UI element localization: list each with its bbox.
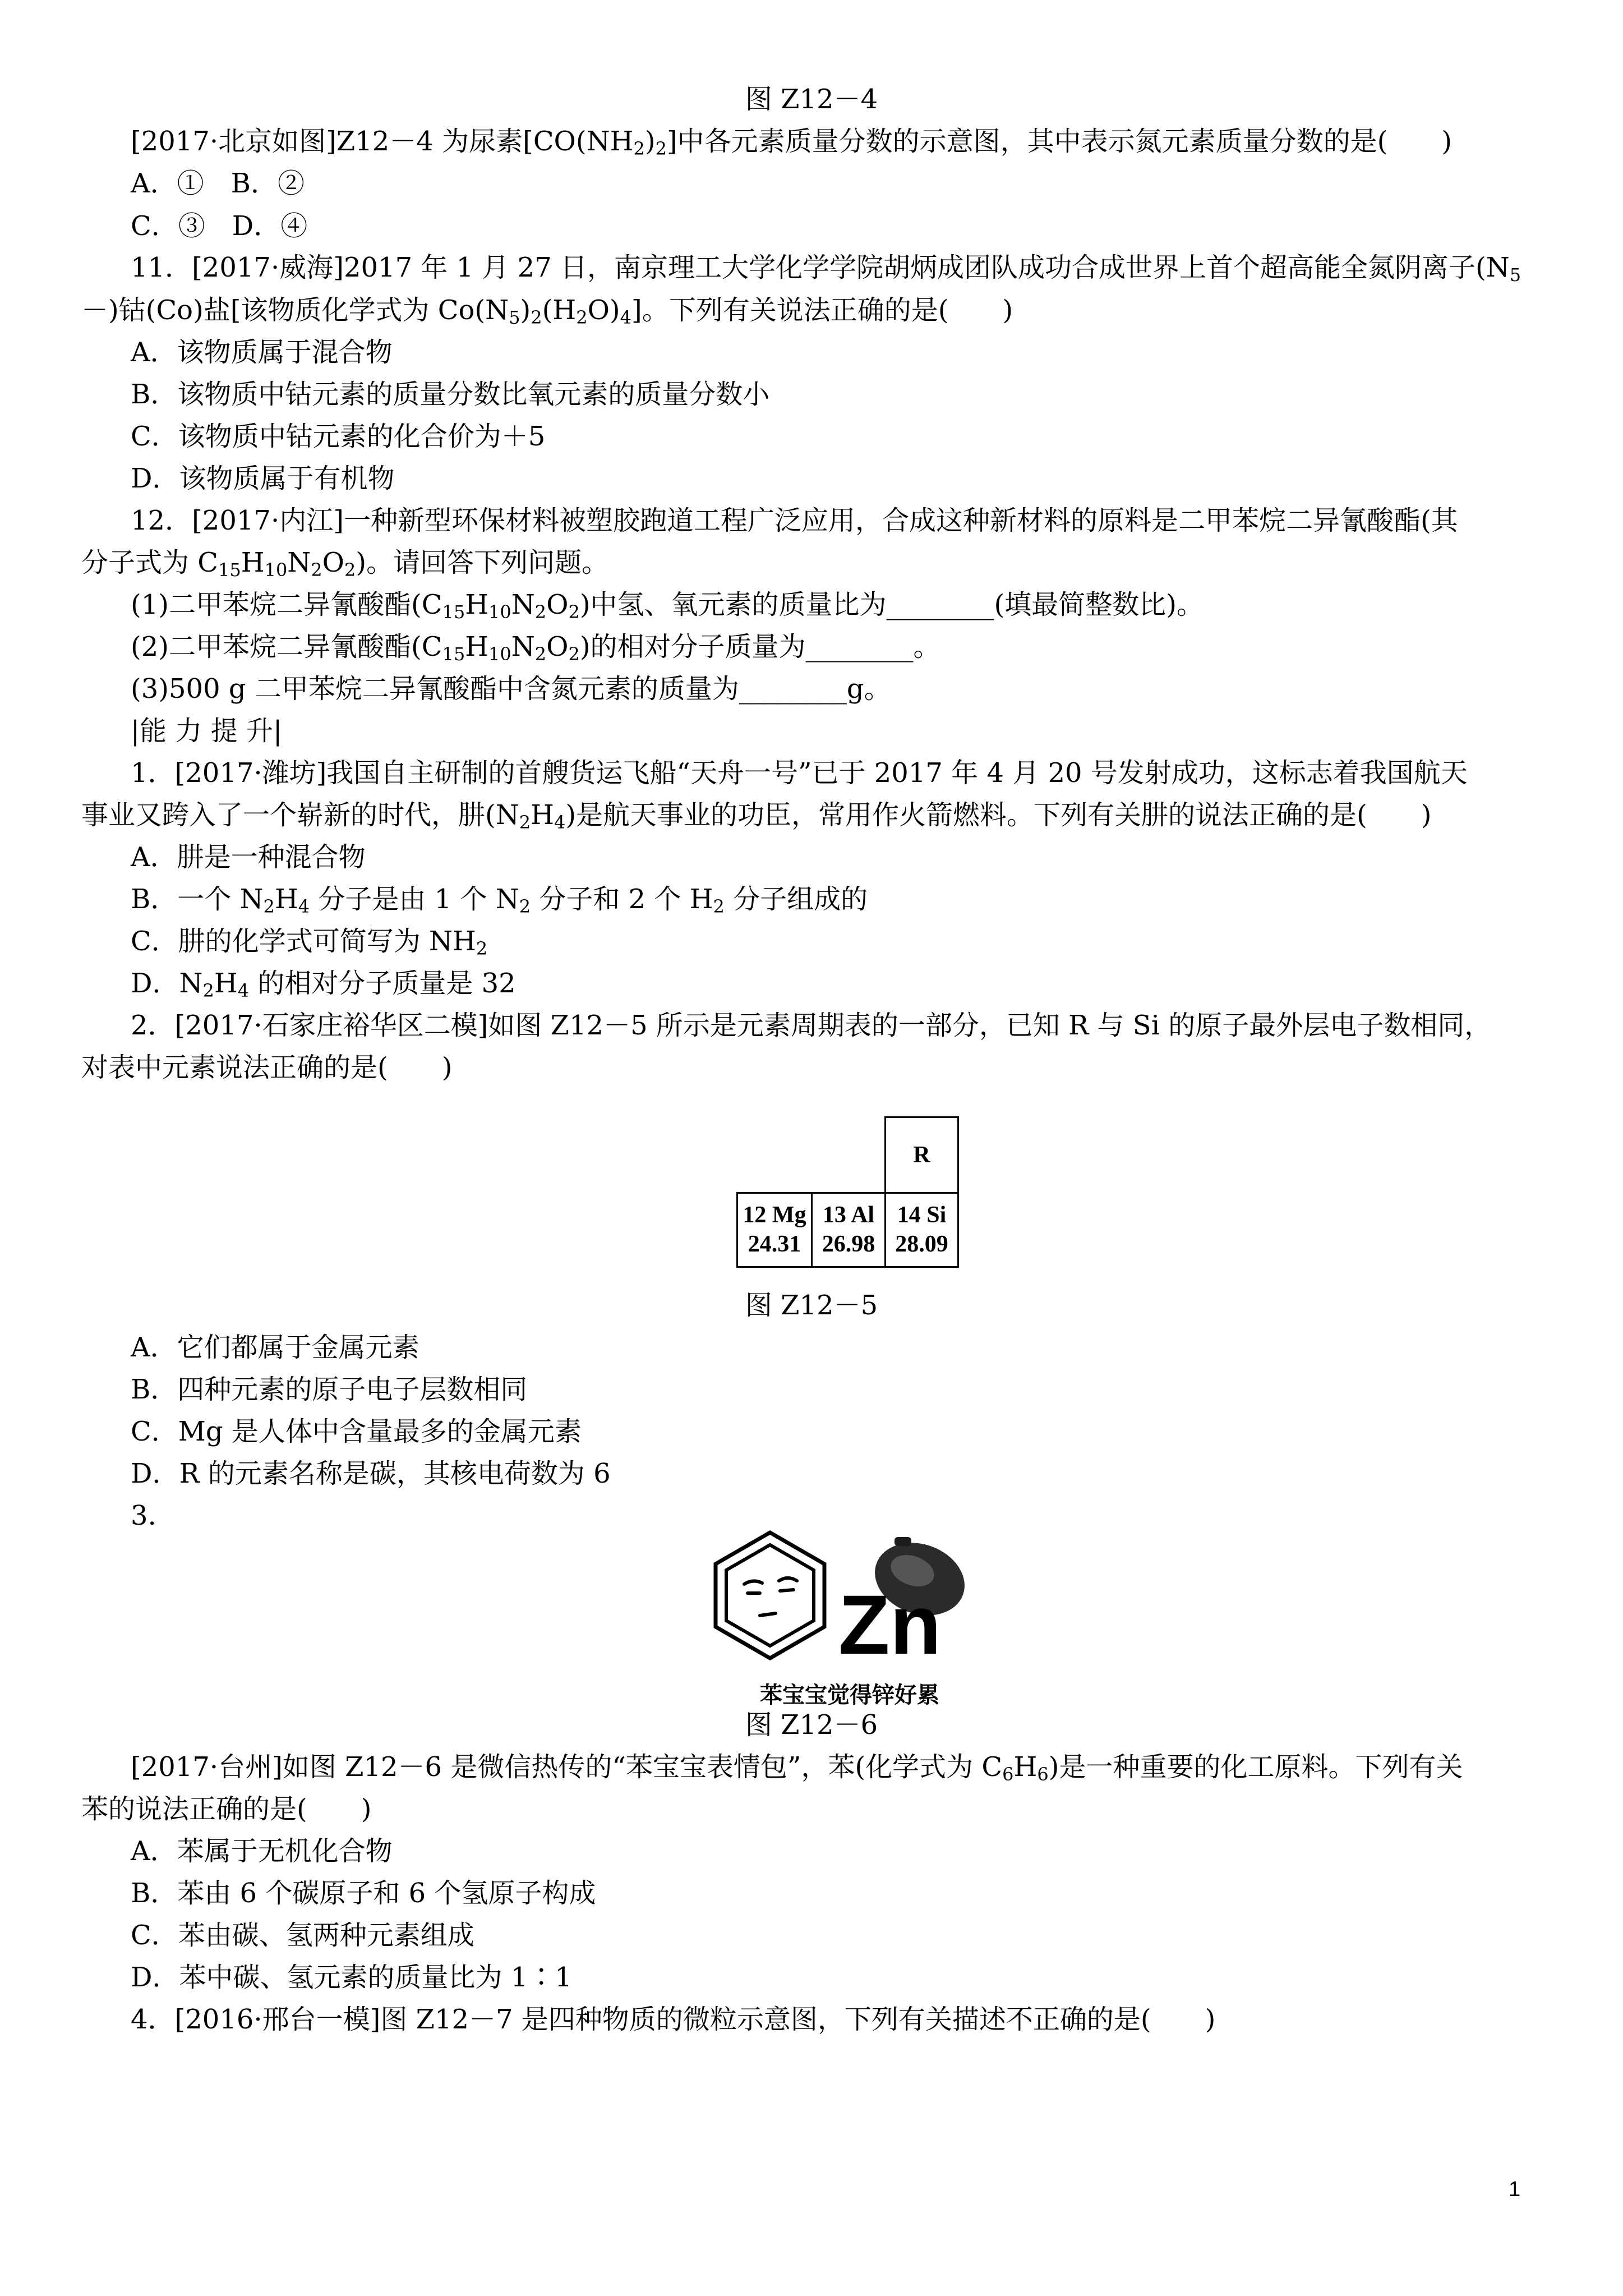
benzene-meme-image [704,1526,995,1677]
q10-options-cd: C．③ D．④ [131,210,308,242]
p1-option-b: B．一个 $N_2H_4$ 分子是由 1 个 $N_2$ 分子和 2 个 $H_2$ 分子组成的 [131,884,868,917]
p2-option-c: C．Mg 是人体中含量最多的金属元素 [131,1416,582,1447]
p3-option-c: C．苯由碳、氢两种元素组成 [131,1920,474,1951]
p3-option-d: D．苯中碳、氢元素的质量比为 1∶1 [131,1962,572,1993]
q11-option-a: A．该物质属于混合物 [131,337,393,368]
p3-number: 3. [131,1500,156,1531]
fig6-caption: 图 Z12－6 [745,1709,878,1741]
benzene-meme-figure [704,1526,995,1717]
p1-option-d: D．$N_2H_4$ 的相对分子质量是 32 [131,968,516,1001]
p1-option-a: A．肼是一种混合物 [131,841,366,873]
fig4-caption: 图 Z12－4 [745,84,878,115]
page-number: 1 [1509,2178,1521,2201]
mg-mass: 24.31 [748,1231,801,1257]
q12-part1: (1)二甲苯烷二异氰酸酯$(C_{15}H_{10}N_2O_2)$中氢、氧元素的质量比为________(填最简整数比)。 [131,589,1204,623]
q12-part3: (3)500 g 二甲苯烷二异氰酸酯中含氮元素的质量为________g。 [131,673,891,705]
q12-part2: (2)二甲苯烷二异氰酸酯$(C_{15}H_{10}N_2O_2)$的相对分子质量为________。 [131,631,940,665]
cell-si [884,1192,959,1268]
mg-symbol: 12 Mg [743,1202,806,1228]
cell-mg [736,1192,813,1268]
zn-label: Zn [838,1577,942,1672]
p2-option-b: B．四种元素的原子电子层数相同 [131,1374,528,1405]
q10-stem: [2017·北京如图]Z12－4 为尿素$[CO(NH_2)_2]$中各元素质量分数的示意图，其中表示氮元素质量分数的是( ) [131,126,1453,159]
p2-stem-line1: 2．[2017·石家庄裕华区二模]如图 Z12－5 所示是元素周期表的一部分，已知 R 与 Si 的原子最外层电子数相同， [131,1010,1492,1041]
al-mass: 26.98 [822,1231,875,1257]
si-mass: 28.09 [895,1231,948,1257]
q11-option-c: C．该物质中钴元素的化合价为＋5 [131,421,546,452]
p1-stem-line2: 事业又跨入了一个崭新的时代，肼$(N_2H_4)$是航天事业的功臣，常用作火箭燃料。下列有关肼的说法正确的是( ) [81,799,1432,833]
q11-option-d: D．该物质属于有机物 [131,463,395,494]
periodic-table-figure [736,1116,959,1268]
section-heading: |能 力 提 升| [131,715,283,747]
p2-stem-line2: 对表中元素说法正确的是( ) [81,1052,453,1083]
p3-option-b: B．苯由 6 个碳原子和 6 个氢原子构成 [131,1878,596,1909]
q12-stem-line1: 12．[2017·内江]一种新型环保材料被塑胶跑道工程广泛应用，合成这种新材料的原料是二甲苯烷二异氰酸酯(其 [131,505,1458,536]
meme-caption: 苯宝宝觉得锌好累 [760,1682,939,1708]
p3-option-a: A．苯属于无机化合物 [131,1835,393,1867]
q10-options-ab: A．① B．② [131,168,305,199]
si-symbol: 14 Si [897,1202,947,1228]
p3-stem-line1: [2017·台州]如图 Z12－6 是微信热传的“苯宝宝表情包”，苯(化学式为 $C_6H_6$)是一种重要的化工原料。下列有关 [131,1751,1463,1785]
p4-stem: 4．[2016·邢台一模]图 Z12－7 是四种物质的微粒示意图，下列有关描述不正确的是( ) [131,2004,1216,2035]
fig5-caption: 图 Z12－5 [745,1290,878,1321]
q12-stem-line2: 分子式为 $C_{15}H_{10}N_2O_2$)。请回答下列问题。 [81,547,609,581]
q11-option-b: B．该物质中钴元素的质量分数比氧元素的质量分数小 [131,379,770,410]
q11-stem-line1: 11．[2017·威海]2017 年 1 月 27 日，南京理工大学化学学院胡炳成团队成功合成世界上首个超高能全氮阴离子($N_5$ [131,252,1521,286]
q11-stem-line2: －)钴(Co)盐[该物质化学式为 $Co(N_5)_2(H_2O)_4$]。下列有关说法正确的是( ) [81,295,1013,328]
p2-option-a: A．它们都属于金属元素 [131,1332,419,1363]
cell-r: R [884,1116,959,1194]
p2-option-d: D．R 的元素名称是碳，其核电荷数为 6 [131,1458,611,1489]
p1-stem-line1: 1．[2017·潍坊]我国自主研制的首艘货运飞船“天舟一号”已于 2017 年 4 月 20 号发射成功，这标志着我国航天 [131,757,1468,789]
p1-option-c: C．肼的化学式可简写为 $NH_2$ [131,926,488,959]
al-symbol: 13 Al [822,1202,875,1228]
p3-stem-line2: 苯的说法正确的是( ) [81,1793,372,1825]
cell-al [811,1192,886,1268]
